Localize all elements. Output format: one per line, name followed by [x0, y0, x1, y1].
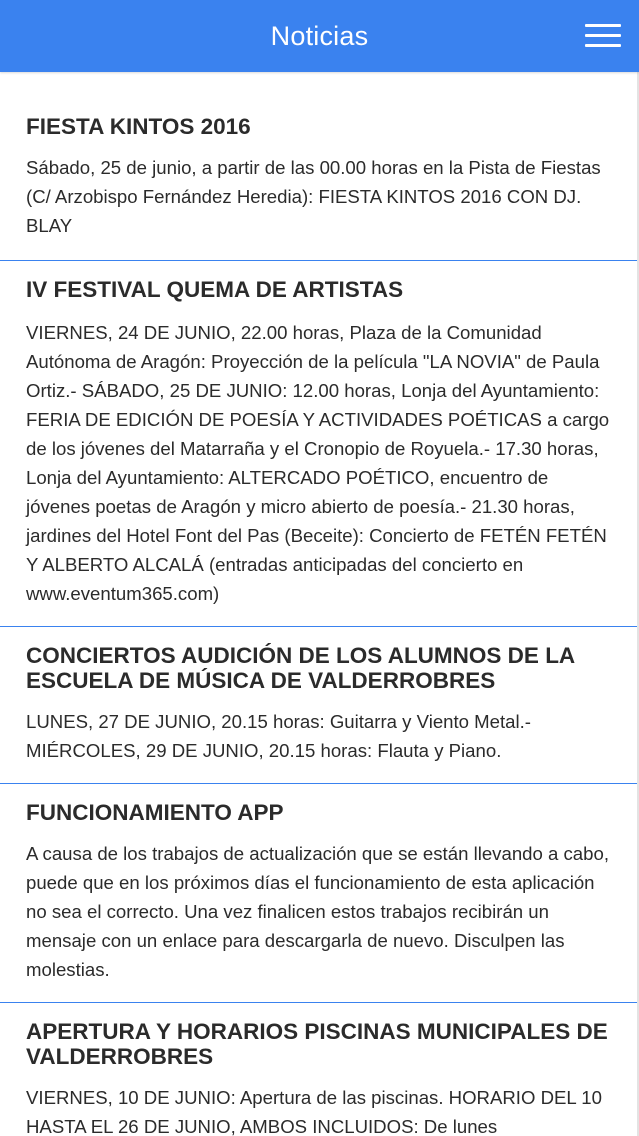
news-body: LUNES, 27 DE JUNIO, 20.15 horas: Guitarra y Viento Metal.- MIÉRCOLES, 29 DE JUNIO, 20.15 horas: Flauta y Piano.	[26, 711, 531, 761]
news-item-funcionamiento-app[interactable]	[0, 784, 637, 1003]
news-body: VIERNES, 10 DE JUNIO: Apertura de las piscinas. HORARIO DEL 10 HASTA EL 26 DE JUNIO, AMBOS INCLUIDOS: De lunes	[26, 1087, 602, 1136]
app-header	[0, 0, 639, 72]
news-item-piscinas[interactable]	[0, 1003, 637, 1136]
menu-bar-top	[585, 24, 621, 27]
news-title: IV FESTIVAL QUEMA DE ARTISTAS	[26, 277, 404, 302]
hamburger-menu-icon[interactable]	[585, 22, 621, 50]
news-title: APERTURA Y HORARIOS PISCINAS MUNICIPALES DE VALDERROBRES	[26, 1019, 608, 1069]
news-title: CONCIERTOS AUDICIÓN DE LOS ALUMNOS DE LA ESCUELA DE MÚSICA DE VALDERROBRES	[26, 643, 575, 693]
news-title: FUNCIONAMIENTO APP	[26, 800, 284, 825]
news-item-conciertos-audicion[interactable]	[0, 627, 637, 784]
news-body: VIERNES, 24 DE JUNIO, 22.00 horas, Plaza de la Comunidad Autónoma de Aragón: Proyección de la película "LA NOVIA" de Paula Ortiz.- SÁBADO, 25 DE JUNIO: 12.00 horas, Lonja del Ayuntamiento: FERIA DE EDICIÓN DE POESÍA Y ACTIVIDADES POÉTICAS a cargo de los jóvenes del Matarraña y el Cronopio de Royuela.- 17.30 horas, Lonja del Ayuntamiento: ALTERCADO POÉTICO, encuentro de jóvenes poetas de Aragón y micro abierto de poesía.- 21.30 horas, jardines del Hotel Font del Pas (Beceite): Concierto de FETÉN FETÉN Y ALBERTO ALCALÁ (entradas anticipadas del concierto en www.eventum365.com)	[26, 322, 610, 604]
menu-bar-middle	[585, 34, 621, 37]
news-title: FIESTA KINTOS 2016	[26, 114, 251, 139]
news-item-festival-quema[interactable]	[0, 261, 637, 627]
news-body: Sábado, 25 de junio, a partir de las 00.00 horas en la Pista de Fiestas (C/ Arzobispo Fernández Heredia): FIESTA KINTOS 2016 CON DJ. BLAY	[26, 157, 601, 236]
news-body: A causa de los trabajos de actualización que se están llevando a cabo, puede que en los próximos días el funcionamiento de esta aplicación no sea el correcto. Una vez finalicen estos trabajos recibirán un mensaje con un enlace para descargarla de nuevo. Disculpen las molestias.	[26, 843, 609, 980]
page-title: Noticias	[270, 20, 369, 51]
menu-bar-bottom	[585, 44, 621, 47]
news-list[interactable]	[0, 72, 639, 1136]
news-item-fiesta-kintos[interactable]	[0, 72, 637, 261]
